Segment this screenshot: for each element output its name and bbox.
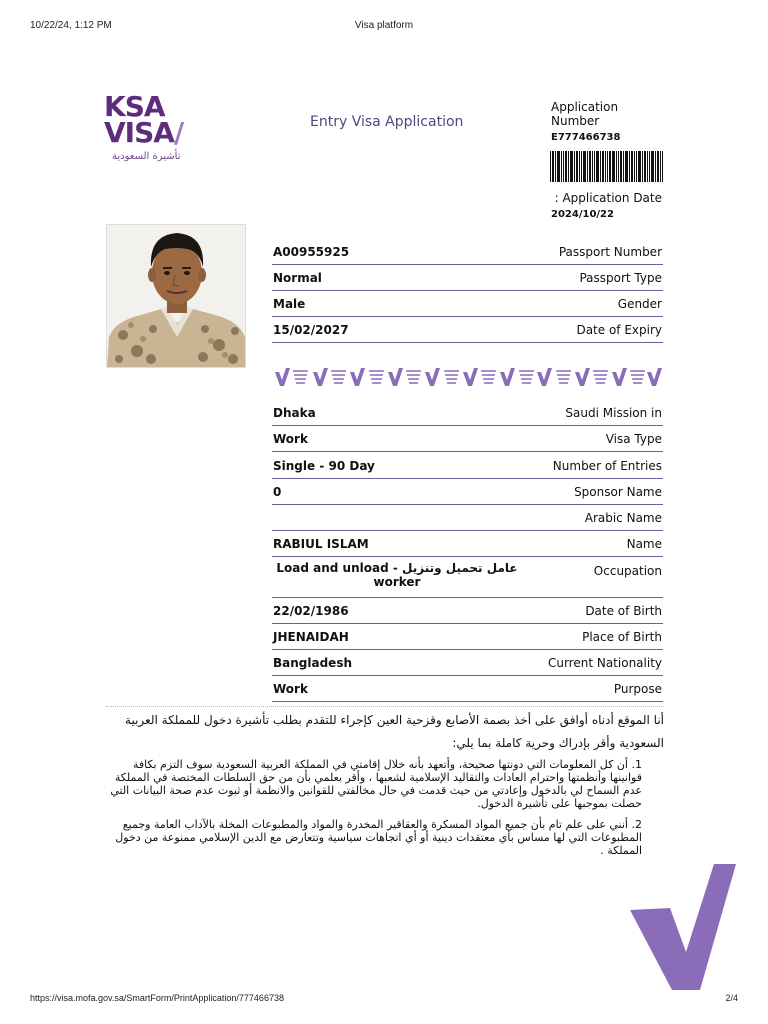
clause-number: 1. (631, 758, 642, 771)
sponsor-name-row (272, 479, 663, 505)
gender-row (272, 291, 663, 317)
print-page-number: 2/4 (725, 993, 738, 1003)
number-of-entries-row (272, 453, 663, 479)
current-nationality-row (272, 650, 663, 676)
occupation-value: Load and unload - عامل تحميل وتنزيل worker (276, 561, 518, 589)
logo-arabic-text: تأشيرة السعودية (112, 151, 181, 162)
applicant-photo (106, 224, 246, 368)
document-title: Entry Visa Application (310, 114, 464, 130)
saudi-mission-label: Saudi Mission in (565, 406, 662, 420)
current-nationality-label: Current Nationality (547, 656, 662, 670)
application-date: 2024/10/22 (551, 209, 614, 220)
number-of-entries-label: Number of Entries (552, 459, 662, 473)
watermark-check-icon (628, 862, 738, 992)
passport-number-label: Passport Number (558, 245, 662, 259)
number-of-entries-value: Single - 90 Day (273, 459, 375, 473)
arabic-name-row (272, 505, 663, 531)
name-value: RABIUL ISLAM (273, 537, 369, 551)
decorative-check-pattern (273, 366, 663, 390)
date-of-birth-value: 22/02/1986 (273, 604, 349, 618)
logo-check-mark: / (173, 116, 184, 149)
clause-number: 2. (631, 818, 642, 831)
declaration-clause (106, 758, 642, 810)
portrait-illustration (107, 225, 246, 368)
print-header (30, 20, 738, 34)
logo-line-ksa: KSA (104, 90, 165, 123)
print-timestamp: 10/22/24, 1:12 PM (30, 20, 112, 31)
application-number: E777466738 (551, 132, 621, 143)
logo-visa-text: VISA (104, 116, 174, 149)
purpose-label: Purpose (613, 682, 662, 696)
place-of-birth-row (272, 624, 663, 650)
date-of-birth-label: Date of Birth (585, 604, 662, 618)
purpose-value: Work (273, 682, 308, 696)
saudi-mission-row (272, 400, 663, 426)
clause-text: أن كل المعلومات التي دونتها صحيحة، وأتعهد بأنه خلال إقامتي في المملكة العربية السعودية سوف التزم بكافة قوانينها وأنظمتها واحترام العادات والتقاليد الإسلامية لشعبها ، وأقر بعلمي بأن من حق السلطات المختصة في المملكة عدم السماح لي بالدخول وإعادتي من حيث قدمت في حال مخالفتي للقوانين والانظمة أو ثبوت عدم صحة البيانات التي حصلت بموجبها على تأشيرة الدخول. (110, 758, 642, 810)
purpose-row (272, 676, 663, 702)
gender-label: Gender (617, 297, 662, 311)
saudi-mission-value: Dhaka (273, 406, 316, 420)
clause-text: أنني على علم تام بأن جميع المواد المسكرة والعقاقير المخدرة والمواد والمطبوعات المخلة بالآداب العامة وجميع المطبوعات التي لها مساس بأي معتقدات دينية أو أي اتجاهات سياسية وتتعارض مع الدين الإسلامي ممنوعة من دخول المملكة . (115, 818, 642, 857)
declaration-clause (106, 818, 642, 857)
place-of-birth-value: JHENAIDAH (273, 630, 349, 644)
date-of-expiry-value: 15/02/2027 (273, 323, 349, 337)
sponsor-name-label: Sponsor Name (574, 485, 662, 499)
passport-type-row (272, 265, 663, 291)
print-footer (30, 993, 738, 1007)
occupation-row (272, 558, 663, 598)
visa-type-row (272, 426, 663, 452)
arabic-name-label: Arabic Name (584, 511, 662, 525)
print-page-title: Visa platform (354, 20, 414, 31)
barcode-image (550, 151, 663, 182)
passport-number-row (272, 239, 663, 265)
passport-type-value: Normal (273, 271, 322, 285)
passport-type-label: Passport Type (579, 271, 662, 285)
declaration-clauses (106, 758, 642, 865)
passport-number-value: A00955925 (273, 245, 350, 259)
logo-line-visa (104, 116, 184, 149)
visa-type-label: Visa Type (605, 432, 662, 446)
application-date-label: : Application Date (554, 191, 662, 205)
date-of-expiry-row (272, 317, 663, 343)
occupation-label: Occupation (593, 564, 662, 578)
print-url: https://visa.mofa.gov.sa/SmartForm/PrintApplication/777466738 (30, 993, 284, 1003)
sponsor-name-value: 0 (273, 485, 282, 499)
visa-type-value: Work (273, 432, 308, 446)
gender-value: Male (273, 297, 306, 311)
date-of-birth-row (272, 598, 663, 624)
place-of-birth-label: Place of Birth (582, 630, 662, 644)
declaration-intro: أنا الموقع أدناه أوافق على أخذ بصمة الأصابع وقزحية العين كإجراء للتقدم بطلب تأشيرة دخول للمملكة العربية السعودية وأقر بإدراك وحرية كاملة بما يلي: (106, 706, 664, 755)
name-label: Name (626, 537, 662, 551)
current-nationality-value: Bangladesh (273, 656, 353, 670)
date-of-expiry-label: Date of Expiry (576, 323, 662, 337)
ksa-visa-logo (104, 90, 194, 165)
name-row (272, 531, 663, 557)
application-number-label: Application Number (551, 100, 619, 128)
